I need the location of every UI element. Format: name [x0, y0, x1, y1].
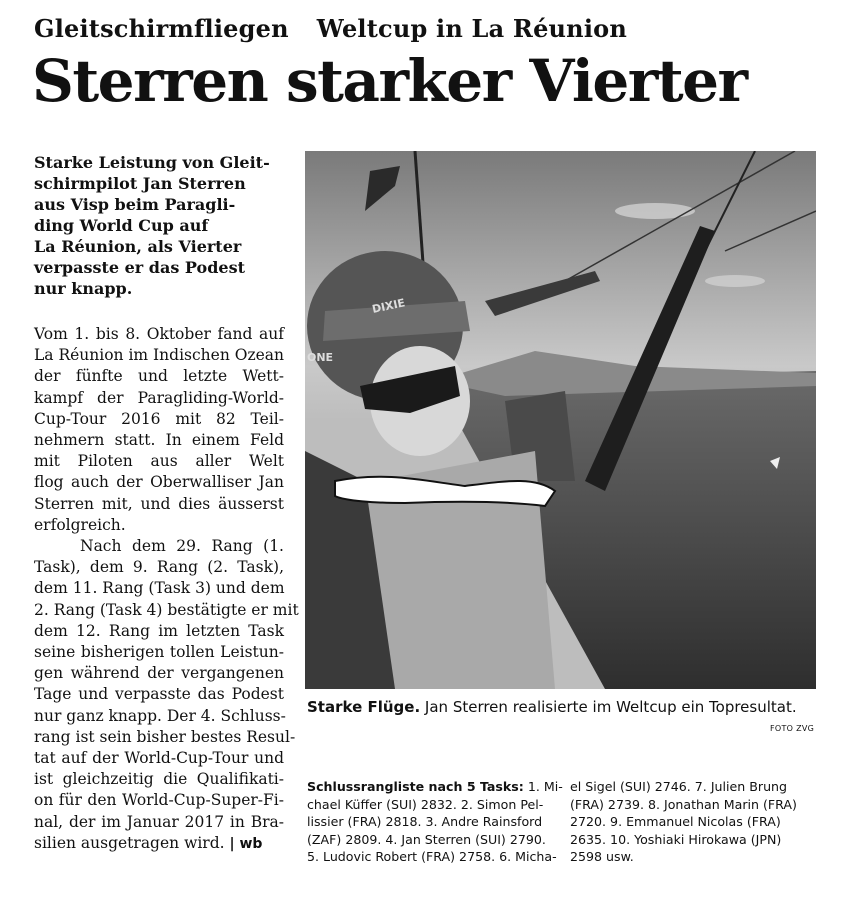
article-body — [34, 324, 299, 855]
body-line: der fünfte und letzte Wett- — [34, 367, 284, 386]
body-line: erfolgreich. — [34, 515, 126, 534]
body-line: ist gleichzeitig die Qualifikati- — [34, 770, 284, 789]
body-line: gen während der vergangenen — [34, 664, 284, 683]
body-line: Sterren mit, und dies äusserst — [34, 494, 284, 513]
body-line: Nach dem 29. Rang (1. — [80, 537, 284, 556]
body-line: on für den World-Cup-Super-Fi- — [34, 791, 284, 810]
body-line: mit Piloten aus aller Welt — [34, 452, 284, 471]
body-line: Cup-Tour 2016 mit 82 Teil- — [34, 409, 284, 428]
paraglider-photo — [305, 151, 816, 689]
photo-illustration — [305, 151, 816, 689]
results-heading: Schlussrangliste nach 5 Tasks: — [307, 779, 524, 794]
body-line: 2. Rang (Task 4) bestätigte er mit — [34, 600, 299, 619]
author-signature: | wb — [229, 835, 263, 852]
caption-text: Jan Sterren realisierte im Weltcup ein Topresultat. — [424, 698, 797, 716]
kicker-topic: Weltcup in La Réunion — [316, 14, 628, 43]
kicker-section: Gleitschirmfliegen — [34, 14, 289, 43]
results-line — [307, 778, 563, 796]
results-first: 1. Mi- — [527, 779, 563, 794]
body-line: La Réunion im Indischen Ozean — [34, 346, 285, 365]
body-line: nehmern statt. In einem Feld — [34, 431, 284, 450]
body-line: flog auch der Oberwalliser Jan — [34, 473, 284, 492]
article-lead — [34, 152, 284, 299]
body-line: Task), dem 9. Rang (2. Task), — [34, 558, 284, 577]
lead-line: nur knapp. — [34, 279, 133, 298]
results-line: 2598 usw. — [570, 849, 634, 865]
body-line: rang ist sein bisher bestes Resul- — [34, 727, 296, 746]
helmet-brand-label: DIXIE — [370, 296, 407, 316]
lead-line: verpasste er das Podest — [34, 258, 245, 277]
body-line: Tage und verpasste das Podest — [34, 685, 284, 704]
body-line: dem 12. Rang im letzten Task — [34, 621, 284, 640]
results-line: 5. Ludovic Robert (FRA) 2758. 6. Micha- — [307, 849, 557, 865]
body-line: nal, der im Januar 2017 in Bra- — [34, 812, 284, 831]
body-line: kampf der Paragliding-World- — [34, 388, 284, 407]
body-line: tat auf der World-Cup-Tour und — [34, 749, 284, 768]
lead-line: schirmpilot Jan Sterren — [34, 174, 246, 193]
results-column-1 — [307, 778, 563, 866]
results-line: 2635. 10. Yoshiaki Hirokawa (JPN) — [570, 831, 782, 847]
results-line: lissier (FRA) 2818. 3. Andre Rainsford — [307, 814, 543, 830]
body-line-text: silien ausgetragen wird. — [34, 833, 225, 852]
helmet-side-label: ONE — [307, 351, 334, 364]
body-line: nur ganz knapp. Der 4. Schluss- — [34, 706, 286, 725]
photo-credit: FOTO ZVG — [770, 724, 815, 733]
results-line: el Sigel (SUI) 2746. 7. Julien Brung — [570, 779, 788, 794]
lead-line: aus Visp beim Paragli- — [34, 195, 236, 214]
results-line: (ZAF) 2809. 4. Jan Sterren (SUI) 2790. — [307, 831, 546, 847]
article-headline: Sterren starker Vierter — [32, 47, 747, 115]
cloud — [615, 203, 695, 219]
lead-line: La Réunion, als Vierter — [34, 237, 242, 256]
results-line: chael Küffer (SUI) 2832. 2. Simon Pel- — [307, 796, 544, 812]
body-line: seine bisherigen tollen Leistun- — [34, 643, 284, 662]
body-line: dem 11. Rang (Task 3) und dem — [34, 579, 285, 598]
body-line-last — [34, 833, 284, 855]
results-column-2 — [570, 778, 820, 866]
results-line: (FRA) 2739. 8. Jonathan Marin (FRA) — [570, 796, 797, 812]
photo-caption — [307, 697, 817, 718]
lead-line: ding World Cup auf — [34, 216, 209, 235]
cloud — [705, 275, 765, 287]
body-line: Vom 1. bis 8. Oktober fand auf — [34, 325, 284, 343]
article-kicker — [34, 14, 627, 43]
caption-bold: Starke Flüge. — [307, 698, 421, 716]
results-line: 2720. 9. Emmanuel Nicolas (FRA) — [570, 814, 781, 830]
lead-line: Starke Leistung von Gleit- — [34, 153, 270, 172]
